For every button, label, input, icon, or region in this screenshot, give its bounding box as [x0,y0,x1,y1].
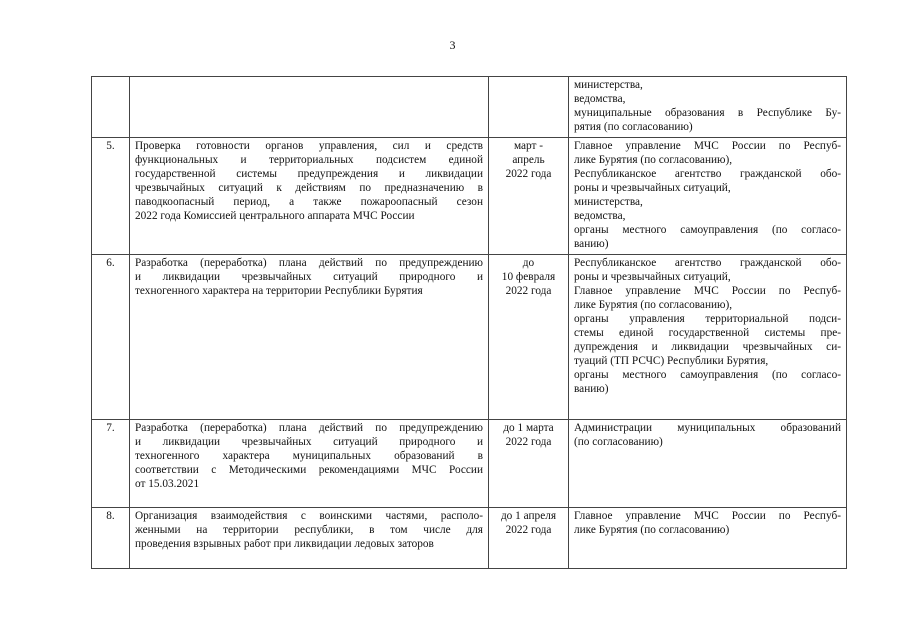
task-description-cell [130,77,489,138]
task-line: паводкоопасный период, а также пожароопасный сезон [135,196,483,208]
task-line: женными на территории республики, в том числе для [135,524,483,536]
responsible-line: (по согласованию) [574,436,663,448]
responsible-line: органы местного самоуправления (по согласо- [574,369,841,381]
task-line: от 15.03.2021 [135,478,200,490]
activity-plan-body [92,77,847,569]
deadline-line: апрель [512,154,545,166]
page-number: 3 [449,38,456,52]
row-number-cell [92,138,130,255]
task-line: проведения взрывных работ при ликвидации ледовых заторов [135,538,434,550]
task-description-cell [130,255,489,420]
task-line: и ликвидации чрезвычайных ситуаций природного и [135,436,483,448]
task-line: государственной системы предупреждения и ликвидации [135,168,483,180]
row-number-cell [92,420,130,508]
responsible-line: Главное управление МЧС России по Респуб- [574,140,841,152]
deadline-line: 10 февраля [501,271,556,283]
task-line: Организация взаимодействия с воинскими частями, располо- [135,510,483,522]
responsible-cell [569,508,847,569]
responsible-line: министерства, [574,79,643,91]
responsible-line: роны и чрезвычайных ситуаций, [574,271,731,283]
responsible-line: рятия (по согласованию) [574,121,693,133]
task-description-cell [130,420,489,508]
task-line: и ликвидации чрезвычайных ситуаций природного и [135,271,483,283]
table-row [92,77,847,138]
deadline-line: до [522,257,535,269]
responsible-cell [569,138,847,255]
responsible-line: органы управления территориальной подси- [574,313,841,325]
deadline-line: март - [513,140,544,152]
task-line: 2022 года Комиссией центрального аппарата МЧС России [135,210,415,222]
task-line: техногенного характера на территории Республики Бурятия [135,285,423,297]
responsible-line: лике Бурятия (по согласованию), [574,154,733,166]
deadline-cell [489,138,569,255]
task-line: функциональных и территориальных подсистем единой [135,154,483,166]
task-line: Разработка (переработка) плана действий по предупреждению [135,422,483,434]
task-line: чрезвычайных ситуаций к действиям по предназначению в [135,182,483,194]
row-number: 7. [106,422,115,434]
responsible-cell [569,255,847,420]
deadline-cell [489,255,569,420]
table-row [92,255,847,420]
responsible-line: стемы единой государственной системы пре- [574,327,841,339]
task-line: соответствии с Методическими рекомендациями МЧС России [135,464,483,476]
deadline-line: 2022 года [505,285,552,297]
responsible-line: органы местного самоуправления (по согласо- [574,224,841,236]
activity-plan-table [91,76,847,569]
row-number: 6. [106,257,115,269]
responsible-line: Главное управление МЧС России по Респуб- [574,285,841,297]
table-row [92,138,847,255]
table-row [92,420,847,508]
row-number: 8. [106,510,115,522]
row-number-cell [92,255,130,420]
responsible-line: Главное управление МЧС России по Респуб- [574,510,841,522]
responsible-line: Республиканское агентство гражданской обо- [574,257,841,269]
deadline-line: 2022 года [505,436,552,448]
task-line: Разработка (переработка) плана действий по предупреждению [135,257,483,269]
deadline-cell [489,77,569,138]
task-line: техногенного характера муниципальных образований в [135,450,483,462]
responsible-cell [569,420,847,508]
responsible-line: роны и чрезвычайных ситуаций, [574,182,731,194]
deadline-line: 2022 года [505,168,552,180]
responsible-line: лике Бурятия (по согласованию), [574,299,733,311]
table-row [92,508,847,569]
responsible-line: Республиканское агентство гражданской обо- [574,168,841,180]
deadline-line: до 1 апреля [500,510,557,522]
responsible-line: ванию) [574,383,609,395]
task-line: Проверка готовности органов управления, сил и средств [135,140,483,152]
responsible-line: ведомства, [574,93,626,105]
responsible-line: дупреждения и ликвидации чрезвычайных си- [574,341,841,353]
responsible-line: ванию) [574,238,609,250]
row-number: 5. [106,140,115,152]
row-number-cell [92,77,130,138]
responsible-line: министерства, [574,196,643,208]
responsible-line: туаций (ТП РСЧС) Республики Бурятия, [574,355,769,367]
responsible-line: лике Бурятия (по согласованию) [574,524,730,536]
deadline-cell [489,508,569,569]
row-number-cell [92,508,130,569]
task-description-cell [130,508,489,569]
deadline-line: 2022 года [505,524,552,536]
deadline-cell [489,420,569,508]
responsible-line: ведомства, [574,210,626,222]
responsible-line: Администрации муниципальных образований [574,422,841,434]
responsible-cell [569,77,847,138]
responsible-line: муниципальные образования в Республике Бу- [574,107,841,119]
deadline-line: до 1 марта [503,422,554,434]
task-description-cell [130,138,489,255]
